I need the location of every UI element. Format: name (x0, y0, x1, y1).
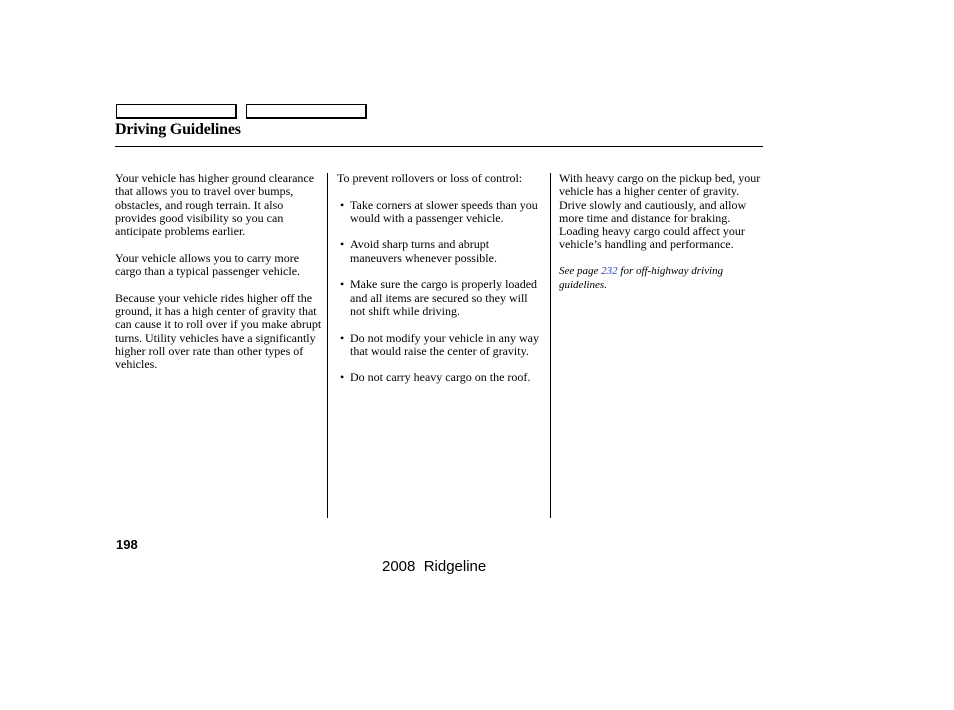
column-divider (550, 173, 551, 518)
list-item (337, 278, 544, 318)
bullet-icon: • (340, 370, 345, 385)
paragraph-cargo-capacity: Your vehicle allows you to carry more cargo than a typical passenger vehicle. (115, 250, 301, 279)
paragraph-center-of-gravity: Because your vehicle rides higher off the ground, it has a high center of gravity that can cause it to roll over if you make abrupt turns. Utility vehicles have a significantly higher roll over rate than other types of vehicles. (115, 290, 322, 372)
footer-model-name: 2008 Ridgeline (382, 558, 487, 575)
paragraph-ground-clearance: Your vehicle has higher ground clearance that allows you to travel over bumps, obstacles, and rough terrain. It also provides good visibility so you can anticipate problems earlier. (115, 171, 315, 239)
bullet-icon: • (340, 330, 345, 345)
cross-reference-note (559, 265, 764, 292)
note-prefix: See page (559, 265, 602, 278)
column-divider (327, 173, 328, 518)
list-item-text: Make sure the cargo is properly loaded and all items are secured so they will not shift while driving. (350, 277, 538, 318)
rollover-tips-list (337, 199, 544, 385)
page-232-link[interactable]: 232 (601, 265, 618, 278)
list-item-text: Avoid sharp turns and abrupt maneuvers whenever possible. (350, 237, 497, 265)
list-item (337, 371, 544, 384)
left-column (115, 172, 322, 385)
page-title: Driving Guidelines (115, 121, 241, 138)
list-item (337, 199, 544, 226)
list-item (337, 238, 544, 265)
bullet-icon: • (340, 237, 345, 252)
bullet-icon: • (340, 277, 345, 292)
note-suffix: for off-highway driving guidelines. (559, 265, 724, 291)
list-item (337, 332, 544, 359)
list-item-text: Take corners at slower speeds than you would with a passenger vehicle. (350, 197, 538, 225)
right-column (559, 172, 764, 305)
middle-column (337, 172, 544, 398)
page-number: 198 (116, 537, 138, 552)
paragraph-heavy-cargo: With heavy cargo on the pickup bed, your vehicle has a higher center of gravity. Drive slowly and cautiously, and allow more time and distance for braking. Loading heavy cargo could affect your vehicle’s handling and performance. (559, 171, 761, 252)
nav-button-next[interactable] (246, 104, 367, 119)
nav-button-previous[interactable] (116, 104, 237, 119)
list-item-text: Do not carry heavy cargo on the roof. (350, 370, 531, 385)
title-rule (115, 146, 763, 147)
rollover-intro: To prevent rollovers or loss of control: (337, 171, 523, 185)
bullet-icon: • (340, 197, 345, 212)
list-item-text: Do not modify your vehicle in any way that would raise the center of gravity. (350, 330, 539, 358)
